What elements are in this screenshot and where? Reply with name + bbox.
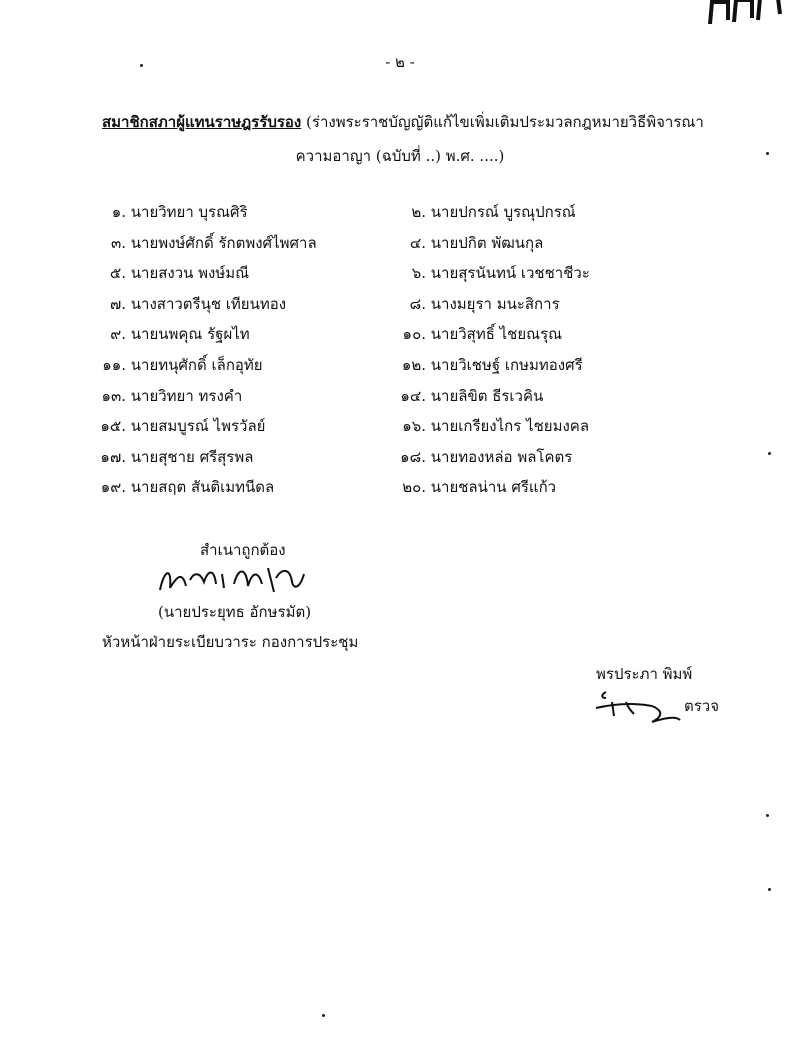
member-entry [112, 200, 248, 224]
member-name: นายเกรียงไกร ไชยมงคล [430, 417, 590, 436]
member-name: นายสุชาย ศรีสุรพล [130, 447, 254, 466]
header-title: สมาชิกสภาผู้แทนราษฎรรับรอง [102, 113, 302, 131]
member-name: นายพงษ์ศักดิ์ รักตพงศ์ไพศาล [130, 233, 317, 252]
member-number: ๗. [109, 294, 126, 313]
member-number: ๑๗. [100, 447, 126, 466]
member-name: นายสุรนันทน์ เวชชาชีวะ [430, 264, 590, 283]
member-number: ๑๐. [402, 325, 426, 344]
member-number: ๑๔. [400, 386, 426, 405]
member-entry [400, 445, 572, 469]
member-number: ๓. [110, 233, 126, 252]
member-name: นายสมบูรณ์ ไพรวัลย์ [130, 417, 266, 436]
member-number: ๑๕. [100, 417, 126, 436]
member-entry [101, 384, 242, 408]
certifier-position: หัวหน้าฝ่ายระเบียบวาระ กองการประชุม [102, 633, 359, 651]
member-name: นายนพคุณ รัฐผไท [130, 325, 250, 344]
scan-speck [768, 888, 771, 891]
header-subtitle-part1: (ร่างพระราชบัญญัติแก้ไขเพิ่มเติมประมวลกฎหมายวิธีพิจารณา [306, 113, 704, 131]
member-name: นายทนุศักดิ์ เล็กอุทัย [130, 356, 263, 374]
member-number: ๑๖. [402, 417, 426, 436]
member-entry [402, 414, 589, 438]
member-entry [400, 384, 543, 408]
member-number: ๔. [409, 233, 426, 252]
typist-label: พรประภา พิมพ์ [596, 665, 693, 683]
scan-speck [766, 814, 769, 817]
member-name: นายสงวน พงษ์มณี [130, 264, 250, 283]
member-name: นายวิเชษฐ์ เกษมทองศรี [430, 356, 583, 374]
document-header [102, 110, 704, 134]
member-name: นายชลน่าน ศรีแก้ว [430, 478, 557, 497]
member-entry [111, 231, 317, 255]
member-entry [412, 261, 590, 285]
member-number: ๖. [411, 264, 426, 283]
member-number: ๑๓. [101, 386, 126, 405]
corner-handwritten-mark [700, 0, 790, 28]
member-name: นางสาวตรีนุช เทียนทอง [130, 294, 287, 313]
member-number: ๑๙. [100, 478, 126, 497]
member-entry [102, 353, 262, 377]
member-entry [110, 322, 249, 346]
member-entry [402, 353, 583, 377]
member-name: นางมยุรา มนะสิการ [430, 294, 560, 313]
member-name: นายปกิต พัฒนกุล [430, 233, 544, 252]
checked-label: ตรวจ [684, 697, 720, 715]
member-number: ๒. [411, 203, 426, 221]
certifier-signature [150, 560, 310, 600]
member-entry [403, 322, 563, 346]
member-number: ๑. [111, 203, 126, 221]
member-number: ๑๒. [401, 356, 426, 374]
member-number: ๑๘. [400, 447, 426, 466]
member-name: นายวิทยา บุรณศิริ [130, 203, 248, 221]
header-subtitle-part2: ความอาญา (ฉบับที่ ..) พ.ศ. ....) [295, 147, 505, 165]
member-number: ๑๑. [102, 356, 126, 374]
member-name: นายวิสุทธิ์ ไชยณรุณ [430, 325, 563, 344]
certifier-name: (นายประยุทธ อักษรมัต) [158, 603, 312, 621]
member-entry [101, 475, 275, 499]
scan-speck [766, 152, 769, 155]
certification-label: สำเนาถูกต้อง [200, 541, 286, 559]
scan-speck [322, 1014, 325, 1017]
member-entry [410, 292, 560, 316]
member-number: ๒๐. [402, 478, 426, 497]
member-name: นายลิขิต ธีรเวคิน [430, 386, 544, 405]
scan-speck [768, 452, 771, 455]
checker-signature [592, 688, 682, 724]
member-name: นายปกรณ์ บูรณุปกรณ์ [430, 203, 576, 221]
member-number: ๕. [109, 264, 126, 283]
member-name: นายทองหล่อ พลโคตร [430, 447, 573, 466]
member-entry [100, 445, 253, 469]
member-entry [110, 292, 286, 316]
member-name: นายสฤต สันติเมทนีดล [130, 478, 275, 497]
member-entry [110, 261, 249, 285]
member-number: ๘. [409, 294, 426, 313]
page-number: - ๒ - [385, 53, 415, 71]
member-entry [410, 231, 543, 255]
member-name: นายวิทยา ทรงคำ [130, 386, 243, 405]
member-entry [100, 414, 265, 438]
scan-speck [140, 64, 143, 67]
member-entry [402, 475, 556, 499]
member-number: ๙. [110, 325, 126, 344]
member-entry [411, 200, 575, 224]
